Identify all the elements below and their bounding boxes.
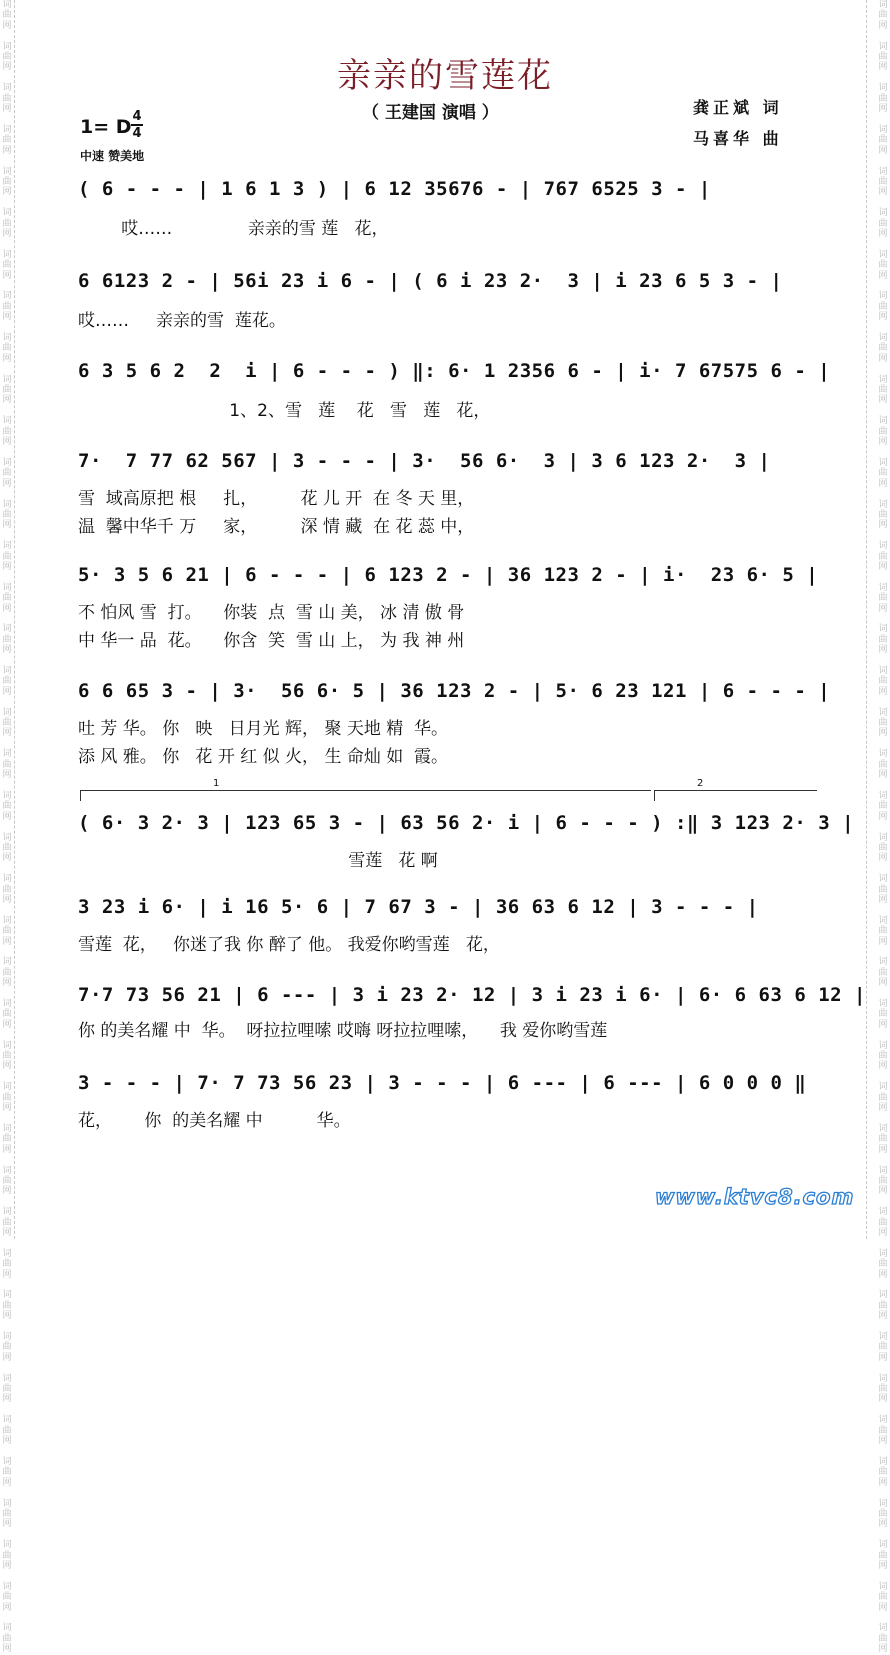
notation-line-3: 6 3 5 6 2 2 i | 6 - - - ) ‖: 6· 1 2356 6 - | i· 7 67575 6 - | [78,360,831,382]
time-signature-top: 4 [132,109,142,124]
lyric-line-3a: 1、2、雪 莲 花 雪 莲 花， [78,401,491,421]
notation-line-2: 6 6123 2 - | 56i 23 i 6 - | ( 6 i 23 2· 3 | i 23 6 5 3 - | [78,270,783,292]
left-dashed-border [14,0,15,1239]
lyric-line-8a: 雪莲 花， 你迷了我 你 醉了 他。 我爱你哟雪莲 花， [78,935,500,955]
volta-bracket-2 [654,778,817,801]
notation-line-10: 3 - - - | 7· 7 73 56 23 | 3 - - - | 6 --- | 6 --- | 6 0 0 0 ‖ [78,1072,807,1094]
time-signature-bottom: 4 [132,126,142,141]
lyric-line-6b: 添 风 雅。 你 花 开 红 似 火， 生 命灿 如 霞。 [78,747,449,767]
lyric-line-6a: 吐 芳 华。 你 映 日月光 辉， 聚 天地 精 华。 [78,719,449,739]
song-title: 亲亲的雪莲花 [337,56,553,96]
tempo-marking: 中速 赞美地 [80,149,145,163]
key-signature: 1= D [80,116,132,138]
notation-line-6: 6 6 65 3 - | 3· 56 6· 5 | 36 123 2 - | 5· 6 23 121 | 6 - - - | [78,680,831,702]
notation-line-5: 5· 3 5 6 21 | 6 - - - | 6 123 2 - | 36 123 2 - | i· 23 6· 5 | [78,564,819,586]
lyric-line-5a: 不 怕风 雪 打。 你装 点 雪 山 美， 冰 清 傲 骨 [78,603,465,623]
notation-line-8: 3 23 i 6· | i 16 5· 6 | 7 67 3 - | 36 63 6 12 | 3 - - - | [78,896,759,918]
lyric-line-7a: 雪莲 花 啊 [78,851,438,871]
lyric-line-1a: 哎…… 亲亲的雪 莲 花， [78,219,389,239]
lyric-line-10a: 花， 你 的美名耀 中 华。 [78,1111,351,1131]
lyric-line-9a: 你 的美名耀 中 华。 呀拉拉哩嗦 哎嗨 呀拉拉哩嗦， 我 爱你哟雪莲 [78,1021,608,1041]
volta-1-number: 1 [213,778,220,789]
notation-line-1: ( 6 - - - | 1 6 1 3 ) | 6 12 35676 - | 767 6525 3 - | [78,178,711,200]
right-watermark-strip: 词 曲 网 词 曲 网 词 曲 网 词 曲 网 词 曲 网 词 曲 网 词 曲 网 词 曲 网 词 曲 网 词 曲 网 词 曲 网 词 曲 网 词 曲 网 词 曲 网 词 曲 网 词 曲 网 词 曲 网 词 曲 网 词 曲 网 词 曲 网 词 曲 网 词 曲 网 词 曲 网 词 曲 网 词 曲 网 词 曲 网 词 曲 网 词 曲 网 词 曲 网 词 曲 网 词 曲 网 词 曲 网 词 曲 网 词 曲 网 词 曲 网 词 曲 网 词 曲 网 词 曲 网 词 曲 网 词 曲 网 [878,0,888,1655]
performer-credit: （ 王建国 演唱 ） [362,103,499,123]
lyric-line-2a: 哎…… 亲亲的雪 莲花。 [78,311,286,331]
site-watermark-text: www.ktvc8.com [655,1185,855,1209]
left-watermark-strip: 词 曲 网 词 曲 网 词 曲 网 词 曲 网 词 曲 网 词 曲 网 词 曲 网 词 曲 网 词 曲 网 词 曲 网 词 曲 网 词 曲 网 词 曲 网 词 曲 网 词 曲 网 词 曲 网 词 曲 网 词 曲 网 词 曲 网 词 曲 网 词 曲 网 词 曲 网 词 曲 网 词 曲 网 词 曲 网 词 曲 网 词 曲 网 词 曲 网 词 曲 网 词 曲 网 词 曲 网 词 曲 网 词 曲 网 词 曲 网 词 曲 网 词 曲 网 词 曲 网 词 曲 网 词 曲 网 词 曲 网 [2,0,12,1655]
notation-line-7: ( 6· 3 2· 3 | 123 65 3 - | 63 56 2· i | 6 - - - ) :‖ 3 123 2· 3 | [78,812,855,834]
composer-credit: 马喜华 曲 [693,129,783,148]
lyricist-credit: 龚正斌 词 [693,98,783,117]
site-watermark [655,1185,854,1209]
notation-line-4: 7· 7 77 62 567 | 3 - - - | 3· 56 6· 3 | 3 6 123 2· 3 | [78,450,771,472]
volta-2-number: 2 [697,778,704,789]
right-dashed-border [866,0,867,1239]
lyric-line-5b: 中 华一 品 花。 你含 笑 雪 山 上， 为 我 神 州 [78,631,465,651]
lyric-line-4b: 温 馨中华千 万 家， 深 情 藏 在 花 蕊 中， [78,517,475,537]
lyric-line-4a: 雪 域高原把 根 扎， 花 儿 开 在 冬 天 里， [78,489,475,509]
volta-bracket-1 [80,778,651,801]
time-signature [131,110,143,140]
notation-line-9: 7·7 73 56 21 | 6 --- | 3 i 23 2· 12 | 3 i 23 i 6· | 6· 6 63 6 12 | [78,984,866,1006]
